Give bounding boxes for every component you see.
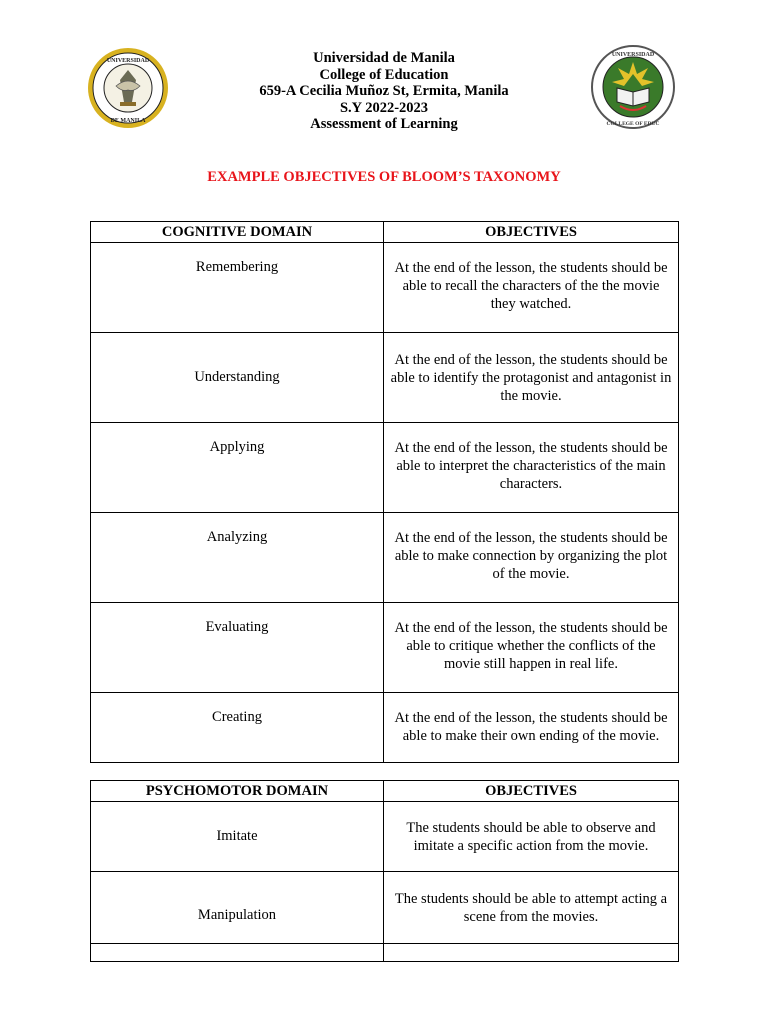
svg-text:COLLEGE OF EDUC: COLLEGE OF EDUC xyxy=(606,121,660,127)
table-row xyxy=(91,333,679,423)
school-year: S.Y 2022-2023 xyxy=(339,99,429,116)
svg-text:UNIVERSIDAD: UNIVERSIDAD xyxy=(611,52,655,58)
column-header-objectives: OBJECTIVES xyxy=(384,781,679,802)
domain-cell: Remembering xyxy=(91,243,384,333)
seal-right-icon xyxy=(590,44,676,130)
table-row xyxy=(91,603,679,693)
svg-text:DE MANILA: DE MANILA xyxy=(110,118,146,124)
table-header-row xyxy=(91,781,679,802)
objective-cell: At the end of the lesson, the students should be able to make their own ending of the movie. xyxy=(384,693,679,763)
column-header-domain: PSYCHOMOTOR DOMAIN xyxy=(91,781,384,802)
domain-cell: Applying xyxy=(91,423,384,513)
page-title: EXAMPLE OBJECTIVES OF BLOOM’S TAXONOMY xyxy=(207,169,561,185)
domain-cell: Manipulation xyxy=(91,872,384,944)
document-header xyxy=(184,50,584,133)
domain-cell xyxy=(91,944,384,962)
cognitive-domain-table xyxy=(90,221,679,763)
table-row xyxy=(91,243,679,333)
objective-cell: At the end of the lesson, the students should be able to identify the protagonist and antagonist in the movie. xyxy=(384,333,679,423)
table-row xyxy=(91,872,679,944)
course-name: Assessment of Learning xyxy=(310,116,458,132)
domain-cell: Evaluating xyxy=(91,603,384,693)
objective-cell xyxy=(384,944,679,962)
domain-cell: Imitate xyxy=(91,802,384,872)
table-header-row xyxy=(91,222,679,243)
objective-cell: At the end of the lesson, the students should be able to interpret the characteristics of the main characters. xyxy=(384,423,679,513)
table-row xyxy=(91,513,679,603)
table-row xyxy=(91,423,679,513)
university-name: Universidad de Manila xyxy=(313,50,455,66)
column-header-domain: COGNITIVE DOMAIN xyxy=(91,222,384,243)
college-name: College of Education xyxy=(319,66,449,83)
table-row xyxy=(91,802,679,872)
svg-text:UNIVERSIDAD: UNIVERSIDAD xyxy=(106,58,150,64)
domain-cell: Creating xyxy=(91,693,384,763)
seal-left-icon xyxy=(86,46,170,130)
college-seal-right xyxy=(590,44,676,130)
university-seal-left xyxy=(86,46,170,130)
objective-cell: The students should be able to observe and imitate a specific action from the movie. xyxy=(384,802,679,872)
address: 659-A Cecilia Muñoz St, Ermita, Manila xyxy=(259,83,509,99)
objective-cell: The students should be able to attempt acting a scene from the movies. xyxy=(384,872,679,944)
objective-cell: At the end of the lesson, the students should be able to recall the characters of the the movie they watched. xyxy=(384,243,679,333)
objective-cell: At the end of the lesson, the students should be able to make connection by organizing the plot of the movie. xyxy=(384,513,679,603)
domain-cell: Analyzing xyxy=(91,513,384,603)
domain-cell: Understanding xyxy=(91,333,384,423)
table-row xyxy=(91,693,679,763)
psychomotor-domain-table xyxy=(90,780,679,962)
column-header-objectives: OBJECTIVES xyxy=(384,222,679,243)
objective-cell: At the end of the lesson, the students should be able to critique whether the conflicts of the movie still happen in real life. xyxy=(384,603,679,693)
table-row xyxy=(91,944,679,962)
